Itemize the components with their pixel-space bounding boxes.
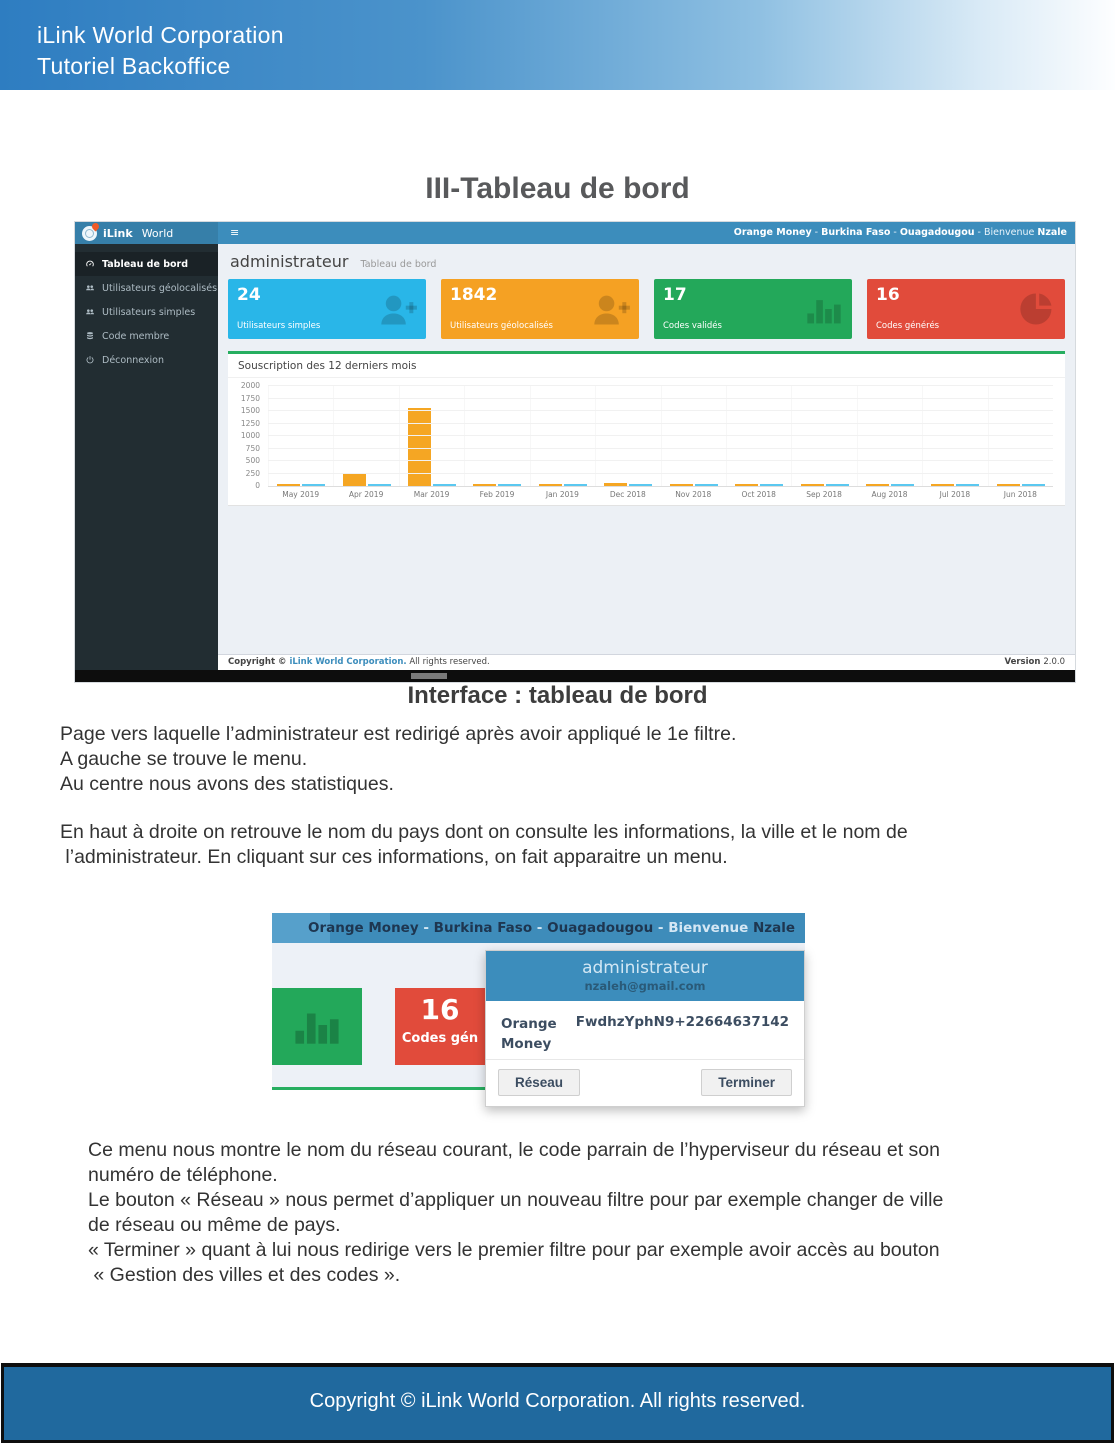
chart-bar bbox=[433, 484, 456, 486]
navbar-text-segment: - bbox=[653, 920, 669, 936]
paragraph-1 bbox=[60, 722, 736, 797]
paragraph-line: Page vers laquelle l’administrateur est redirigé après avoir appliqué le 1e filtre. bbox=[60, 723, 737, 745]
phone-number: +22664637142 bbox=[674, 1014, 789, 1030]
stat-card-label: Utilisateurs géolocalisés bbox=[450, 321, 553, 331]
version-label: Version bbox=[1004, 657, 1044, 667]
navbar-text-segment: - bbox=[890, 227, 900, 238]
brand-name-bold: iLink bbox=[103, 226, 133, 240]
hamburger-menu-icon[interactable]: ≡ bbox=[230, 226, 240, 239]
grid-line bbox=[268, 398, 1053, 399]
stat-card-codes-valides bbox=[654, 279, 852, 339]
rights-text: All rights reserved. bbox=[406, 657, 490, 667]
dashboard-screenshot bbox=[75, 222, 1075, 682]
terminer-button[interactable]: Terminer bbox=[701, 1069, 792, 1096]
bar-group bbox=[922, 386, 987, 486]
copyright-label: Copyright © bbox=[228, 657, 290, 667]
chart-bar bbox=[735, 484, 758, 486]
stat-card-value: 17 bbox=[663, 285, 687, 305]
dropdown-info-row bbox=[486, 1001, 804, 1055]
chart-bars bbox=[268, 386, 1053, 486]
bar-group bbox=[791, 386, 856, 486]
stat-card-value: 24 bbox=[237, 285, 261, 305]
x-tick-label: Aug 2018 bbox=[871, 490, 908, 499]
navbar-user-info[interactable] bbox=[734, 222, 1067, 244]
stat-card-codes-generes bbox=[867, 279, 1065, 339]
chart-bar bbox=[670, 484, 693, 486]
chart-x-axis bbox=[268, 490, 1053, 499]
navbar-text-segment: Burkina Faso bbox=[821, 227, 891, 238]
y-tick-label: 1750 bbox=[240, 393, 260, 403]
navbar-text-segment: Nzale bbox=[752, 920, 795, 936]
dashboard-icon bbox=[85, 259, 95, 269]
document-footer bbox=[1, 1363, 1114, 1443]
database-icon bbox=[85, 331, 95, 341]
sidebar-item-label: Code membre bbox=[102, 330, 170, 342]
y-tick-label: 2000 bbox=[240, 381, 260, 390]
dashboard-sidebar bbox=[75, 244, 218, 670]
bar-chart-icon bbox=[804, 291, 844, 331]
figure-caption: Interface : tableau de bord bbox=[407, 682, 708, 709]
users-icon bbox=[85, 283, 95, 293]
chart-bar bbox=[891, 484, 914, 486]
content-heading bbox=[230, 252, 1075, 271]
chart-bar bbox=[801, 484, 824, 486]
x-tick-label: Feb 2019 bbox=[479, 490, 515, 499]
bar-group bbox=[268, 386, 333, 486]
x-tick-label: Mar 2019 bbox=[413, 490, 450, 499]
stat-card-label: Utilisateurs simples bbox=[237, 321, 321, 331]
y-tick-label: 1500 bbox=[240, 406, 260, 415]
chart-bar bbox=[695, 484, 718, 486]
chart-bar bbox=[473, 484, 496, 486]
dropdown-user-title: administrateur bbox=[582, 958, 708, 978]
y-tick-label: 500 bbox=[245, 456, 260, 465]
bar-group bbox=[726, 386, 791, 486]
navbar-text-segment: - bbox=[811, 227, 822, 238]
chart-bar bbox=[343, 473, 366, 486]
sidebar-item-utilisateurs-geolocalises[interactable] bbox=[75, 276, 218, 300]
green-stat-card bbox=[272, 988, 362, 1065]
stat-card-value: 1842 bbox=[450, 285, 498, 305]
chart-plot-area bbox=[268, 386, 1053, 487]
red-stat-card bbox=[395, 988, 485, 1065]
bar-group bbox=[988, 386, 1053, 486]
pie-chart-icon bbox=[1017, 291, 1057, 331]
user-dropdown-menu bbox=[485, 950, 805, 1107]
document-header-line2: Tutoriel Backoffice bbox=[37, 53, 231, 79]
paragraph-line: « Gestion des villes et des codes ». bbox=[88, 1264, 401, 1286]
grid-line bbox=[268, 385, 1053, 386]
grid-line bbox=[268, 435, 1053, 436]
grid-line bbox=[268, 460, 1053, 461]
popup-green-card-icon bbox=[291, 1002, 343, 1052]
navbar-text-segment: Ouagadougou bbox=[547, 920, 654, 936]
dashboard-footer bbox=[218, 654, 1075, 670]
dropdown-user-email: nzaleh@gmail.com bbox=[584, 979, 706, 993]
popup-navbar bbox=[272, 913, 805, 943]
stat-card-utilisateurs-geolocalises bbox=[441, 279, 639, 339]
brand-logo[interactable] bbox=[75, 222, 218, 244]
sidebar-item-label: Utilisateurs simples bbox=[102, 306, 196, 318]
document-footer-text: Copyright © iLink World Corporation. All rights reserved. bbox=[309, 1390, 806, 1412]
paragraph-line: de réseau ou même de pays. bbox=[88, 1214, 341, 1236]
dropdown-footer bbox=[486, 1059, 804, 1106]
chart-bar bbox=[956, 484, 979, 486]
user-plus-icon bbox=[378, 291, 418, 331]
bar-group bbox=[464, 386, 529, 486]
navbar-text-segment: Ouagadougou bbox=[899, 227, 975, 238]
stat-card-label: Codes validés bbox=[663, 321, 722, 331]
x-tick-label: Jan 2019 bbox=[545, 490, 579, 499]
grid-line bbox=[268, 423, 1053, 424]
chart-bar bbox=[760, 484, 783, 486]
paragraph-line: « Terminer » quant à lui nous redirige vers le premier filtre pour par exemple avoir accès au bouton bbox=[88, 1239, 940, 1261]
chart-bar bbox=[302, 484, 325, 486]
popup-screenshot bbox=[272, 913, 805, 1110]
chart-box bbox=[228, 351, 1065, 506]
users-icon bbox=[85, 307, 95, 317]
sidebar-item-tableau-de-bord[interactable] bbox=[75, 252, 218, 276]
x-tick-label: Jul 2018 bbox=[939, 490, 971, 499]
navbar-text-segment: - bbox=[532, 920, 548, 936]
y-tick-label: 1000 bbox=[240, 431, 260, 440]
paragraph-line: Le bouton « Réseau » nous permet d’appliquer un nouveau filtre pour par exemple changer de ville bbox=[88, 1189, 944, 1211]
paragraph-line: Ce menu nous montre le nom du réseau courant, le code parrain de l’hyperviseur du réseau et son bbox=[88, 1139, 940, 1161]
network-name: Orange Money bbox=[501, 1016, 557, 1053]
chart-title: Souscription des 12 derniers mois bbox=[228, 354, 1065, 378]
x-tick-label: Nov 2018 bbox=[675, 490, 712, 499]
y-tick-label: 750 bbox=[245, 443, 260, 453]
chart-y-axis bbox=[232, 381, 262, 490]
sidebar-item-code-membre[interactable] bbox=[75, 324, 218, 348]
sponsor-code: FwdhzYphN9 bbox=[575, 1014, 675, 1030]
sidebar-item-utilisateurs-simples[interactable] bbox=[75, 300, 218, 324]
document-header-line1: iLink World Corporation bbox=[37, 22, 284, 48]
x-tick-label: Oct 2018 bbox=[741, 490, 776, 499]
navbar-text-segment: Bienvenue bbox=[983, 227, 1035, 238]
stat-cards-row bbox=[228, 279, 1065, 339]
paragraph-line: numéro de téléphone. bbox=[88, 1164, 278, 1186]
paragraph-line: Au centre nous avons des statistiques. bbox=[60, 773, 394, 795]
chart-bar bbox=[564, 484, 587, 486]
chart-bar bbox=[498, 484, 521, 486]
dashboard-content bbox=[218, 244, 1075, 670]
dashboard-topbar bbox=[75, 222, 1075, 244]
chart-bar bbox=[539, 484, 562, 486]
bar-group bbox=[530, 386, 595, 486]
navbar-text-segment: - bbox=[418, 920, 434, 936]
bar-group bbox=[399, 386, 464, 486]
sidebar-item-label: Déconnexion bbox=[102, 354, 165, 366]
chart-bar bbox=[368, 484, 391, 486]
popup-navbar-user-info[interactable] bbox=[308, 913, 795, 943]
paragraph-3 bbox=[88, 1138, 943, 1288]
dashboard-copyright bbox=[228, 655, 490, 670]
dropdown-header bbox=[486, 951, 804, 1001]
scrollbar-thumb[interactable] bbox=[411, 673, 447, 679]
bar-group bbox=[857, 386, 922, 486]
dashboard-version bbox=[1004, 655, 1065, 670]
brand-name-regular: World bbox=[141, 226, 174, 240]
chart-bar bbox=[277, 484, 300, 486]
navbar-text-segment: Bienvenue bbox=[668, 920, 749, 936]
y-tick-label: 250 bbox=[245, 468, 260, 478]
page-title: administrateur bbox=[230, 252, 349, 271]
x-tick-label: May 2019 bbox=[282, 490, 320, 499]
reseau-button[interactable]: Réseau bbox=[498, 1069, 580, 1096]
y-tick-label: 0 bbox=[255, 481, 260, 490]
navbar-text-segment: Orange Money bbox=[307, 920, 419, 936]
x-tick-label: Jun 2018 bbox=[1003, 490, 1037, 499]
grid-line bbox=[268, 410, 1053, 411]
grid-line bbox=[268, 473, 1053, 474]
x-tick-label: Dec 2018 bbox=[609, 490, 646, 499]
stat-card-label: Codes générés bbox=[876, 321, 940, 331]
chart-bar bbox=[629, 484, 652, 486]
bar-group bbox=[333, 386, 398, 486]
sidebar-item-deconnexion[interactable] bbox=[75, 348, 218, 372]
paragraph-2 bbox=[60, 820, 908, 870]
chart-bar bbox=[826, 484, 849, 486]
version-value: 2.0.0 bbox=[1043, 657, 1065, 667]
company-link[interactable]: iLink World Corporation. bbox=[289, 657, 407, 667]
document-header bbox=[0, 0, 1115, 90]
power-icon bbox=[85, 355, 95, 365]
sidebar-item-label: Tableau de bord bbox=[102, 258, 189, 270]
user-plus-icon bbox=[591, 291, 631, 331]
globe-logo-icon bbox=[82, 226, 97, 241]
chart-bar bbox=[1022, 484, 1045, 486]
chart-bar bbox=[604, 483, 627, 486]
x-tick-label: Apr 2019 bbox=[348, 490, 384, 499]
stat-card-label: Codes gén bbox=[401, 1031, 479, 1046]
chart-bar bbox=[866, 484, 889, 486]
chart-bar bbox=[931, 484, 954, 486]
bar-group bbox=[661, 386, 726, 486]
navbar-text-segment: Nzale bbox=[1037, 227, 1067, 238]
chart-bar bbox=[997, 484, 1020, 486]
paragraph-line: l’administrateur. En cliquant sur ces informations, on fait apparaitre un menu. bbox=[60, 846, 728, 868]
stat-card-utilisateurs-simples bbox=[228, 279, 426, 339]
grid-line bbox=[268, 448, 1053, 449]
navbar-text-segment: - bbox=[974, 227, 984, 238]
screenshot-bottom-bar bbox=[75, 670, 1075, 682]
navbar-text-segment: Orange Money bbox=[733, 227, 812, 238]
paragraph-line: En haut à droite on retrouve le nom du pays dont on consulte les informations, la ville et le nom de bbox=[60, 821, 908, 843]
section-title: III-Tableau de bord bbox=[425, 172, 690, 205]
page-subtitle: Tableau de bord bbox=[360, 259, 437, 270]
x-tick-label: Sep 2018 bbox=[806, 490, 842, 499]
paragraph-line: A gauche se trouve le menu. bbox=[60, 748, 308, 770]
bar-group bbox=[595, 386, 660, 486]
stat-card-value: 16 bbox=[420, 993, 460, 1026]
sidebar-item-label: Utilisateurs géolocalisés bbox=[102, 282, 218, 294]
y-tick-label: 1250 bbox=[240, 418, 260, 428]
stat-card-value: 16 bbox=[876, 285, 900, 305]
navbar-text-segment: Burkina Faso bbox=[433, 920, 533, 936]
